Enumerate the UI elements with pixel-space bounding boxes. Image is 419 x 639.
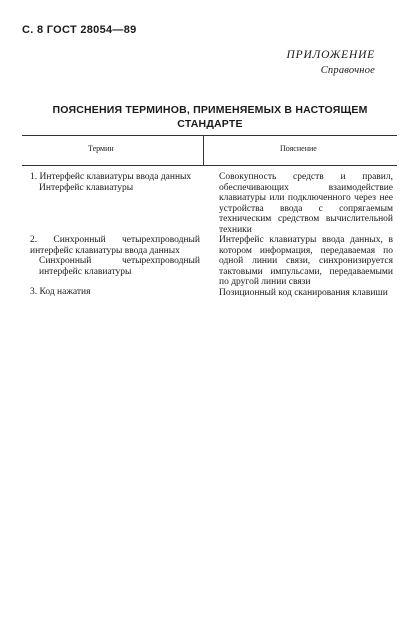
appendix-note: Справочное (320, 65, 375, 76)
term-main: 1. Интерфейс клавиатуры ввода данных (30, 172, 192, 182)
table-header-rule (22, 165, 397, 166)
term-entry (30, 172, 200, 235)
column-header-explanation: Пояснение (280, 144, 317, 153)
term-entry (30, 235, 200, 287)
term-main: 3. Код нажатия (30, 287, 91, 297)
terms-column (30, 172, 200, 298)
appendix-label-block (287, 48, 375, 78)
column-header-terms: Термин (88, 144, 114, 153)
page-header: С. 8 ГОСТ 28054—89 (22, 24, 137, 36)
explanation-entry: Интерфейс клавиатуры ввода данных, в котором информация, передаваемая по одной линии связи, синхронизируется тактовыми импульсами, передаваемыми по другой линии связи (219, 235, 393, 287)
term-alias: Синхронный четырехпроводный интерфейс клавиатуры (39, 256, 200, 277)
appendix-label: ПРИЛОЖЕНИЕ (286, 49, 375, 61)
explanation-entry: Позиционный код сканирования клавиши (219, 287, 388, 298)
term-entry (30, 287, 200, 298)
title-line-2: СТАНДАРТЕ (177, 118, 243, 130)
term-main: 2. Синхронный четырехпроводный интерфейс клавиатуры ввода данных (30, 235, 200, 256)
explanations-column (219, 172, 393, 298)
term-alias: Интерфейс клавиатуры (39, 182, 134, 193)
explanation-entry: Совокупность средств и правил, обеспечивающих взаимодействие клавиатуры или подключенного через нее устройства ввода с сопрягаемым техническим средством вычислительной техники (219, 172, 393, 235)
document-title (30, 103, 390, 131)
title-line-1: ПОЯСНЕНИЯ ТЕРМИНОВ, ПРИМЕНЯЕМЫХ В НАСТОЯЩЕМ (52, 104, 368, 116)
table-top-rule (22, 135, 397, 136)
table-column-divider (203, 135, 204, 165)
